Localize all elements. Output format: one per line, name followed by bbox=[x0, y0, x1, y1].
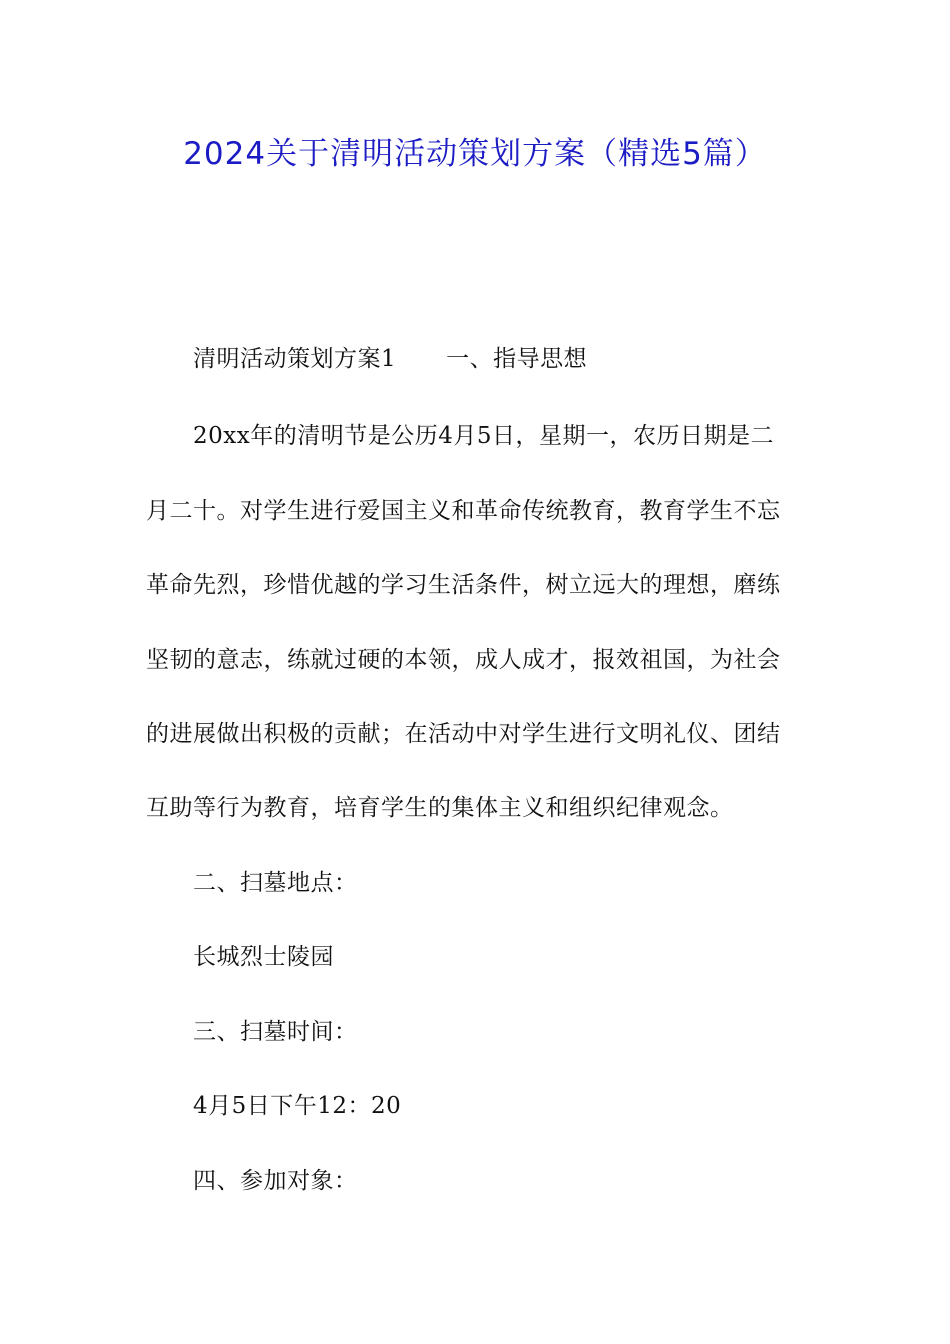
paragraph-line: 革命先烈，珍惜优越的学习生活条件，树立远大的理想，磨练 bbox=[146, 572, 781, 598]
section-heading: 四、参加对象： bbox=[193, 1168, 358, 1194]
section-heading: 三、扫墓时间： bbox=[193, 1019, 358, 1045]
paragraph-line: 互助等行为教育，培育学生的集体主义和组织纪律观念。 bbox=[146, 795, 734, 821]
paragraph-line: 4月5日下午12：20 bbox=[193, 1093, 402, 1119]
paragraph-line: 月二十。对学生进行爱国主义和革命传统教育，教育学生不忘 bbox=[146, 498, 781, 524]
plan-title: 清明活动策划方案1 bbox=[193, 346, 397, 372]
document-title: 2024关于清明活动策划方案（精选5篇） bbox=[183, 136, 767, 172]
section-heading-line bbox=[193, 344, 587, 374]
section-heading: 一、指导思想 bbox=[446, 346, 588, 372]
section-heading: 二、扫墓地点： bbox=[193, 870, 358, 896]
paragraph-line: 的进展做出积极的贡献；在活动中对学生进行文明礼仪、团结 bbox=[146, 721, 781, 747]
paragraph-line: 20xx年的清明节是公历4月5日，星期一，农历日期是二 bbox=[193, 423, 774, 449]
paragraph-line: 长城烈士陵园 bbox=[193, 944, 334, 970]
paragraph-line: 坚韧的意志，练就过硬的本领，成人成才，报效祖国，为社会 bbox=[146, 647, 781, 673]
